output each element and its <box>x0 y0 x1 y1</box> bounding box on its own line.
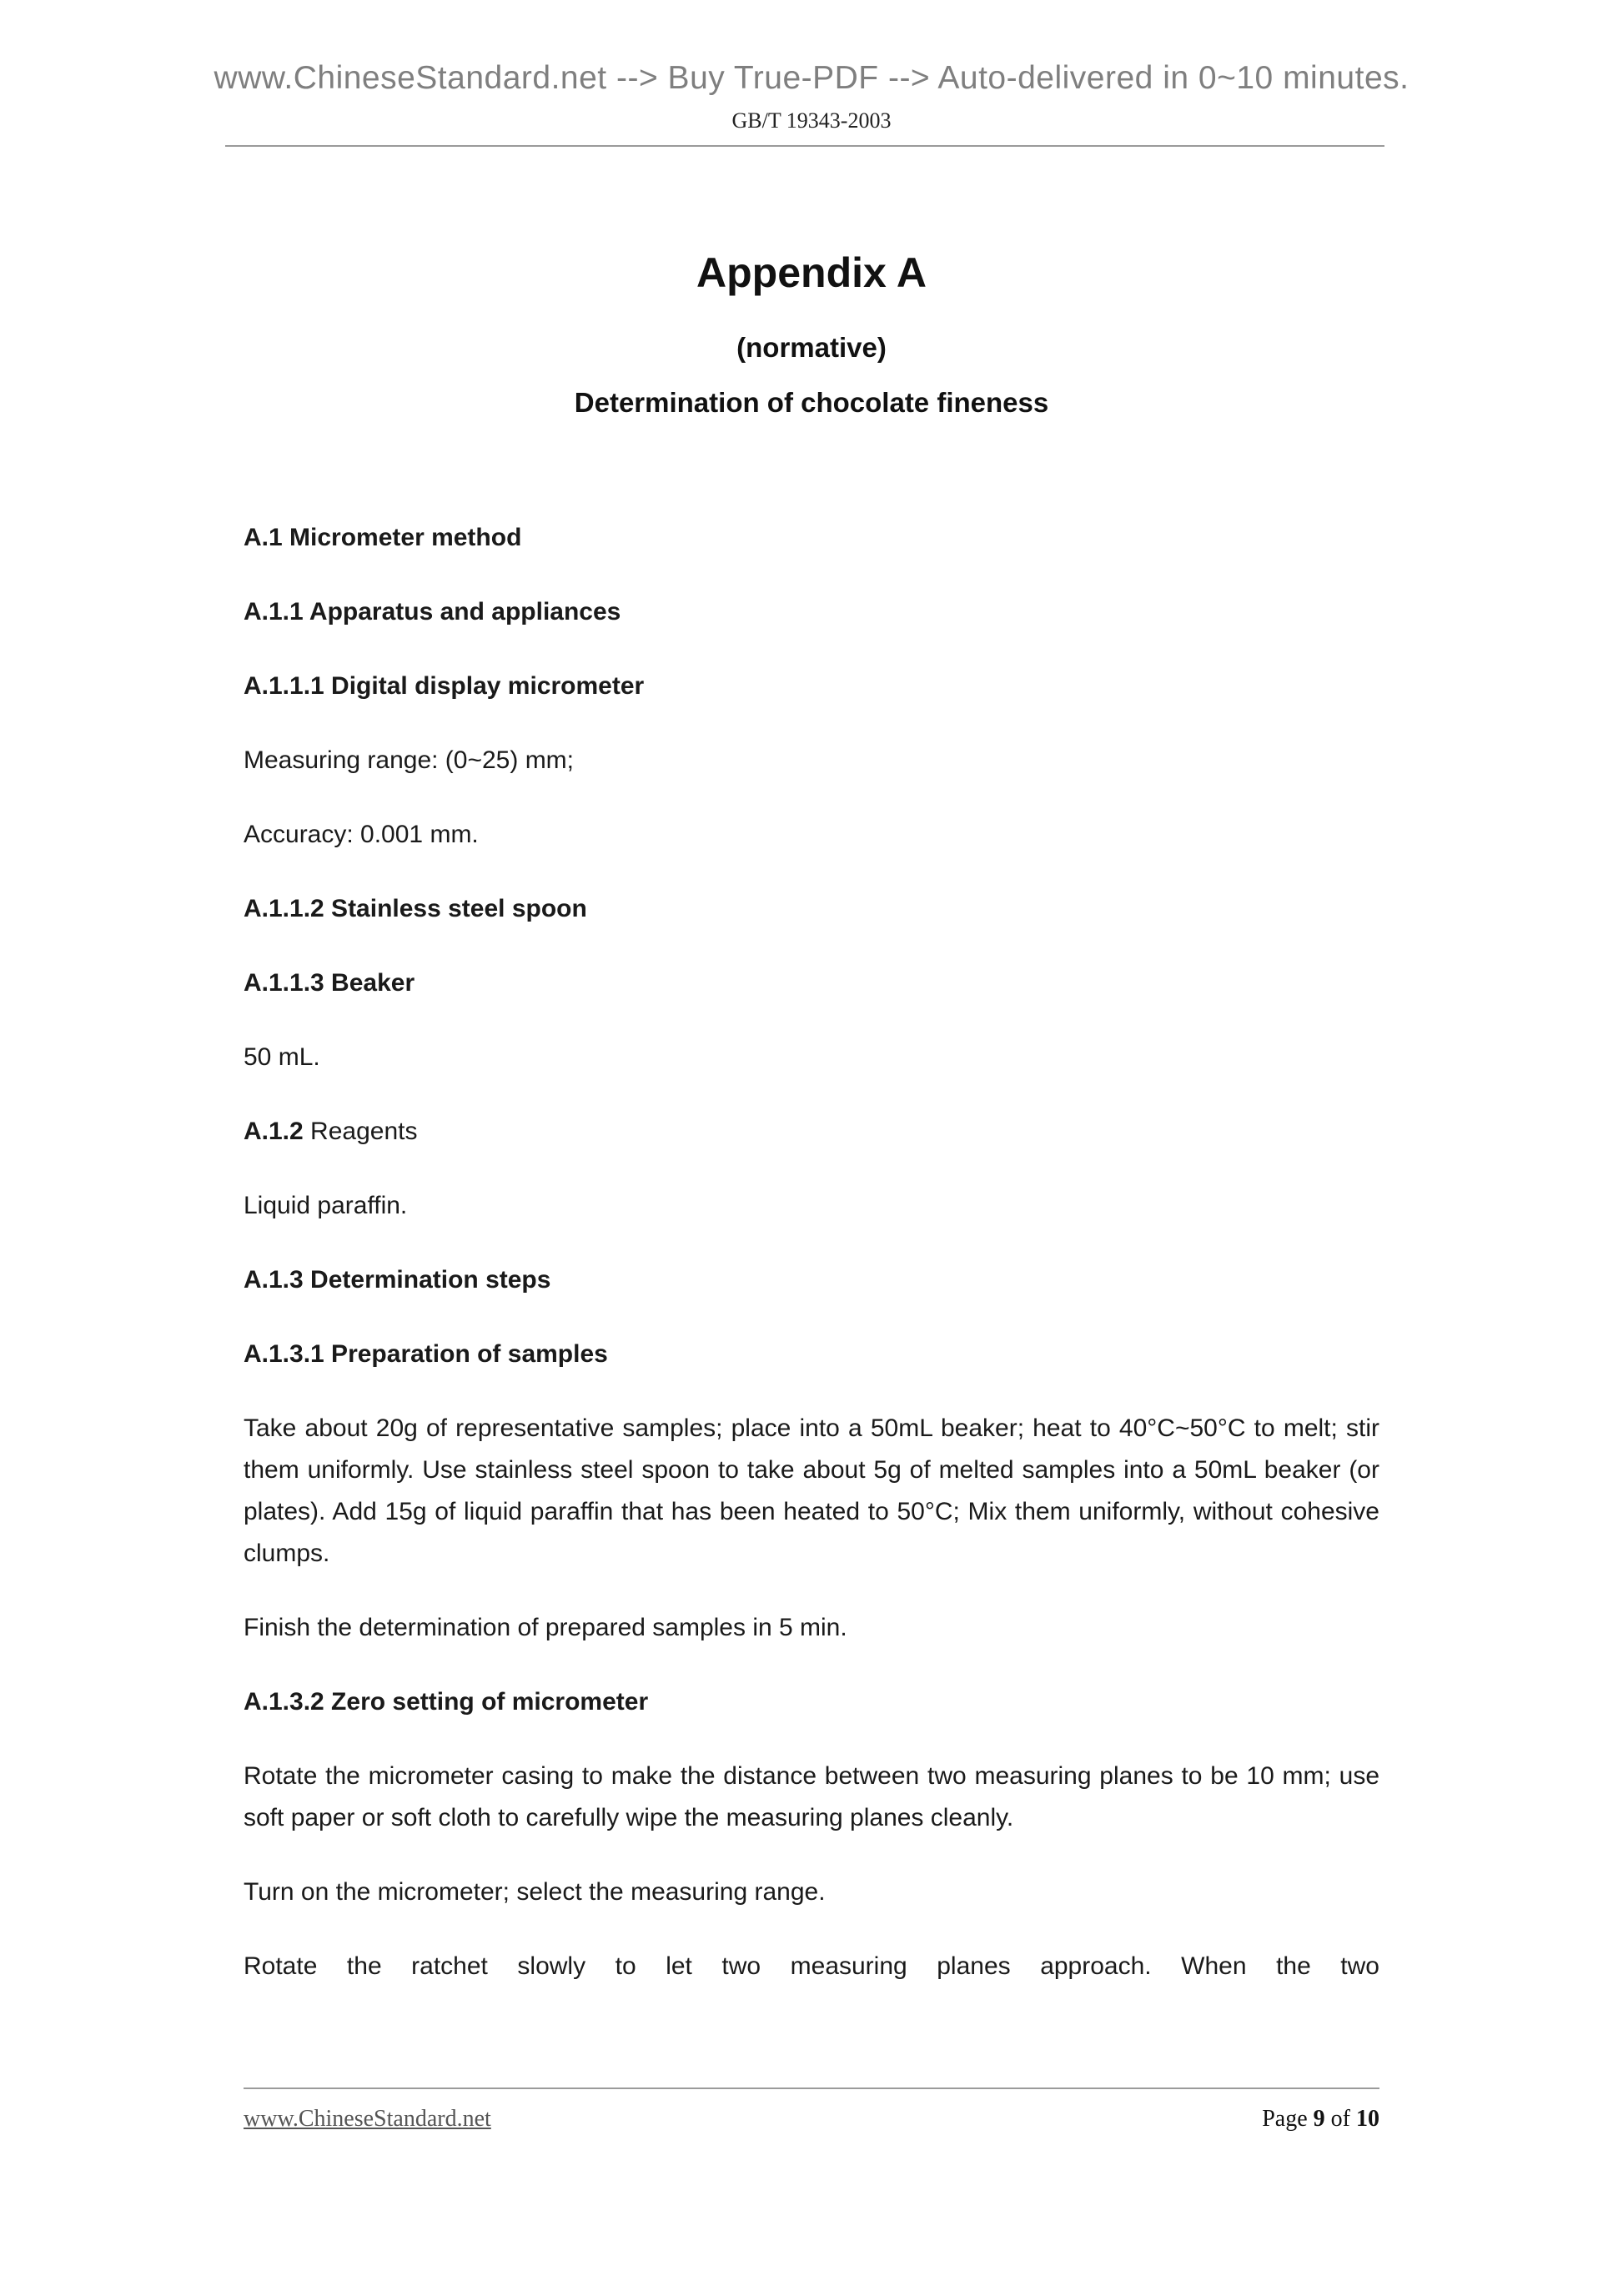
heading-a-1: A.1 Micrometer method <box>244 524 522 551</box>
paragraph-sample-preparation: Take about 20g of representative samples; place into a 50mL beaker; heat to 40°C~50°C to melt; stir them uniformly. Use stainless steel spoon to take about 5g of melted samples into a 50mL beaker (or plates). Add 15g of liquid paraffin that has been heated to 50°C; Mix them uniformly, without cohesive clumps. <box>244 1414 1379 1567</box>
footer-row <box>244 2106 1379 2133</box>
document-body <box>244 249 1379 1987</box>
heading-a-1-3-1: A.1.3.1 Preparation of samples <box>244 1340 608 1368</box>
promo-banner: www.ChineseStandard.net --> Buy True-PDF --> Auto-delivered in 0~10 minutes. <box>214 60 1409 96</box>
heading-label: Reagents <box>303 1118 418 1145</box>
paragraph-reagent: Liquid paraffin. <box>244 1192 408 1219</box>
heading-a-1-1-3: A.1.1.3 Beaker <box>244 969 415 997</box>
heading-a-1-1-1: A.1.1.1 Digital display micrometer <box>244 672 645 700</box>
appendix-title: Appendix A <box>696 249 927 296</box>
header-divider <box>225 145 1384 147</box>
appendix-sections <box>244 517 1379 1987</box>
paragraph-accuracy: Accuracy: 0.001 mm. <box>244 821 479 848</box>
heading-a-1-2 <box>244 1111 1379 1153</box>
footer-site-link[interactable]: www.ChineseStandard.net <box>244 2106 491 2132</box>
appendix-normative-label: (normative) <box>736 332 887 363</box>
heading-a-1-3: A.1.3 Determination steps <box>244 1266 551 1294</box>
paragraph-turn-on: Turn on the micrometer; select the measuring range. <box>244 1878 826 1906</box>
heading-number: A.1.2 <box>244 1118 304 1145</box>
page-footer <box>244 2088 1379 2133</box>
appendix-subject: Determination of chocolate fineness <box>574 387 1049 418</box>
paragraph-finish-time: Finish the determination of prepared samples in 5 min. <box>244 1614 847 1641</box>
paragraph-measuring-range: Measuring range: (0~25) mm; <box>244 746 575 774</box>
heading-a-1-1: A.1.1 Apparatus and appliances <box>244 598 621 625</box>
page-header <box>0 0 1623 147</box>
paragraph-ratchet: Rotate the ratchet slowly to let two measuring planes approach. When the two <box>244 1952 1379 1980</box>
heading-a-1-1-2: A.1.1.2 Stainless steel spoon <box>244 895 587 922</box>
paragraph-zero-setting: Rotate the micrometer casing to make the distance between two measuring planes to be 10 mm; use soft paper or soft cloth to carefully wipe the measuring planes cleanly. <box>244 1762 1379 1831</box>
standard-number: GB/T 19343-2003 <box>731 108 892 133</box>
page-current: 9 <box>1313 2106 1325 2132</box>
page-total: 10 <box>1356 2106 1379 2132</box>
page-number <box>1262 2106 1379 2133</box>
heading-a-1-3-2: A.1.3.2 Zero setting of micrometer <box>244 1688 649 1716</box>
paragraph-beaker-volume: 50 mL. <box>244 1043 320 1071</box>
of-word: of <box>1330 2106 1350 2132</box>
page-word: Page <box>1262 2106 1308 2132</box>
footer-divider <box>244 2088 1379 2089</box>
